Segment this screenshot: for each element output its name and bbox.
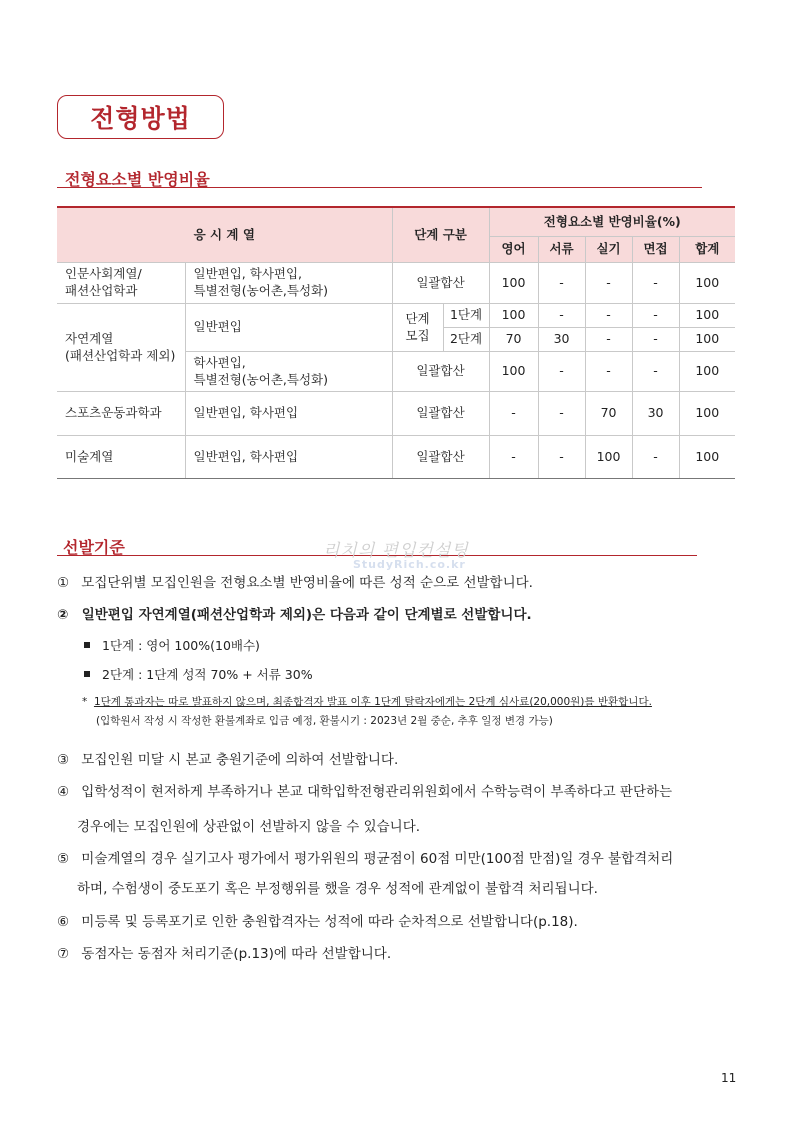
item-text: 미등록 및 등록포기로 인한 충원합격자는 성적에 따라 순차적으로 선발합니다(p.18). — [81, 914, 578, 930]
table-row — [57, 304, 735, 328]
criteria-item-7 — [57, 942, 391, 962]
cell-value: 70 — [585, 392, 632, 436]
cell-value: - — [585, 352, 632, 392]
note-text: 1단계 통과자는 따로 발표하지 않으며, 최종합격자 발표 이후 1단계 탈락자에게는 2단계 심사료(20,000원)를 반환합니다. — [93, 696, 652, 708]
cell-value: 100 — [679, 392, 735, 436]
bullet-stage-2 — [84, 665, 313, 683]
cell-stage: 1단계 — [443, 304, 489, 328]
cell-value: - — [585, 263, 632, 304]
table-row — [57, 436, 735, 479]
cell-value: - — [585, 328, 632, 352]
cell-value: - — [538, 352, 585, 392]
bullet-stage-1 — [84, 636, 260, 654]
cell-value: - — [632, 328, 679, 352]
page-number: 11 — [721, 1071, 737, 1085]
item-number: ④ — [57, 784, 70, 800]
watermark-url: StudyRich.co.kr — [353, 558, 466, 571]
section-title-criteria: 선발기준 — [63, 538, 125, 557]
cell-value: - — [538, 304, 585, 328]
note-mark: * — [82, 696, 88, 708]
note-refund — [82, 694, 652, 709]
cell-stage: 일괄합산 — [392, 263, 489, 304]
cell-value: - — [489, 392, 538, 436]
cell-value: 100 — [489, 304, 538, 328]
cell-type: 일반편입, 학사편입 — [185, 436, 392, 479]
section-title-ratio: 전형요소별 반영비율 — [65, 170, 210, 189]
item-text: 입학성적이 현저하게 부족하거나 본교 대학입학전형관리위원회에서 수학능력이 부족하다고 판단하는 — [81, 784, 673, 800]
header-col: 서류 — [538, 237, 585, 263]
cell-major: 스포츠운동과학과 — [57, 392, 185, 436]
criteria-item-1 — [57, 571, 533, 591]
cell-major: 인문사회계열/ 패션산업학과 — [57, 263, 185, 304]
header-col: 면접 — [632, 237, 679, 263]
watermark-text: 리치의 편입컨설팅 — [323, 541, 469, 561]
cell-value: - — [538, 263, 585, 304]
header-ratio: 전형요소별 반영비율(%) — [489, 207, 735, 237]
cell-value: 100 — [679, 304, 735, 328]
item-number: ① — [57, 575, 70, 591]
cell-value: 100 — [679, 328, 735, 352]
square-bullet-icon — [84, 642, 90, 648]
cell-value: 100 — [585, 436, 632, 479]
criteria-item-5-cont: 하며, 수험생이 중도포기 혹은 부정행위를 했을 경우 성적에 관계없이 불합격 처리됩니다. — [77, 881, 598, 897]
cell-value: 30 — [632, 392, 679, 436]
cell-value: - — [632, 304, 679, 328]
table-row — [57, 392, 735, 436]
cell-value: - — [632, 263, 679, 304]
cell-value: 100 — [679, 352, 735, 392]
cell-stage: 2단계 — [443, 328, 489, 352]
cell-value: - — [538, 436, 585, 479]
item-number: ⑥ — [57, 914, 70, 930]
criteria-item-2 — [57, 603, 532, 623]
item-number: ② — [57, 607, 69, 623]
item-number: ③ — [57, 752, 70, 768]
item-text: 동점자는 동점자 처리기준(p.13)에 따라 선발합니다. — [81, 946, 392, 962]
item-text: 미술계열의 경우 실기고사 평가에서 평가위원의 평균점이 60점 미만(100점 만점)일 경우 불합격처리 — [81, 851, 674, 867]
cell-value: - — [632, 436, 679, 479]
criteria-item-5 — [57, 847, 673, 867]
note-refund-detail: (입학원서 작성 시 작성한 환불계좌로 입금 예정, 환불시기 : 2023년 2월 중순, 추후 일정 변경 가능) — [96, 715, 553, 727]
cell-stage: 일괄합산 — [392, 392, 489, 436]
cell-value: - — [489, 436, 538, 479]
cell-major: 자연계열 (패션산업학과 제외) — [57, 304, 185, 392]
cell-value: - — [632, 352, 679, 392]
item-number: ⑦ — [57, 946, 70, 962]
criteria-item-4 — [57, 780, 672, 800]
cell-value: - — [585, 304, 632, 328]
cell-value: 70 — [489, 328, 538, 352]
cell-value: 30 — [538, 328, 585, 352]
square-bullet-icon — [84, 671, 90, 677]
criteria-item-6 — [57, 910, 578, 930]
ratio-table — [57, 206, 735, 479]
header-stage: 단계 구분 — [392, 207, 489, 263]
header-col: 실기 — [585, 237, 632, 263]
header-major: 응 시 계 열 — [57, 207, 392, 263]
cell-value: - — [538, 392, 585, 436]
item-text: 모집단위별 모집인원을 전형요소별 반영비율에 따른 성적 순으로 선발합니다. — [81, 575, 533, 591]
cell-value: 100 — [679, 436, 735, 479]
cell-stage: 일괄합산 — [392, 352, 489, 392]
criteria-item-4-cont: 경우에는 모집인원에 상관없이 선발하지 않을 수 있습니다. — [77, 819, 421, 835]
cell-value: 100 — [489, 263, 538, 304]
cell-value: 100 — [489, 352, 538, 392]
cell-value: 100 — [679, 263, 735, 304]
page-title: 전형방법 — [57, 95, 224, 139]
cell-type: 일반편입, 학사편입 — [185, 392, 392, 436]
bullet-text: 2단계 : 1단계 성적 70% + 서류 30% — [102, 667, 313, 682]
header-col: 합계 — [679, 237, 735, 263]
cell-type: 학사편입, 특별전형(농어촌,특성화) — [185, 352, 392, 392]
table-row — [57, 263, 735, 304]
item-number: ⑤ — [57, 851, 70, 867]
item-text: 모집인원 미달 시 본교 충원기준에 의하여 선발합니다. — [81, 752, 399, 768]
cell-major: 미술계열 — [57, 436, 185, 479]
cell-stage: 일괄합산 — [392, 436, 489, 479]
bullet-text: 1단계 : 영어 100%(10배수) — [102, 638, 260, 653]
cell-stage-group: 단계 모집 — [392, 304, 443, 352]
header-col: 영어 — [489, 237, 538, 263]
cell-type: 일반편입, 학사편입, 특별전형(농어촌,특성화) — [185, 263, 392, 304]
section-rule — [57, 187, 702, 188]
item-text: 일반편입 자연계열(패션산업학과 제외)은 다음과 같이 단계별로 선발합니다. — [81, 607, 532, 623]
criteria-item-3 — [57, 748, 398, 768]
cell-type: 일반편입 — [185, 304, 392, 352]
